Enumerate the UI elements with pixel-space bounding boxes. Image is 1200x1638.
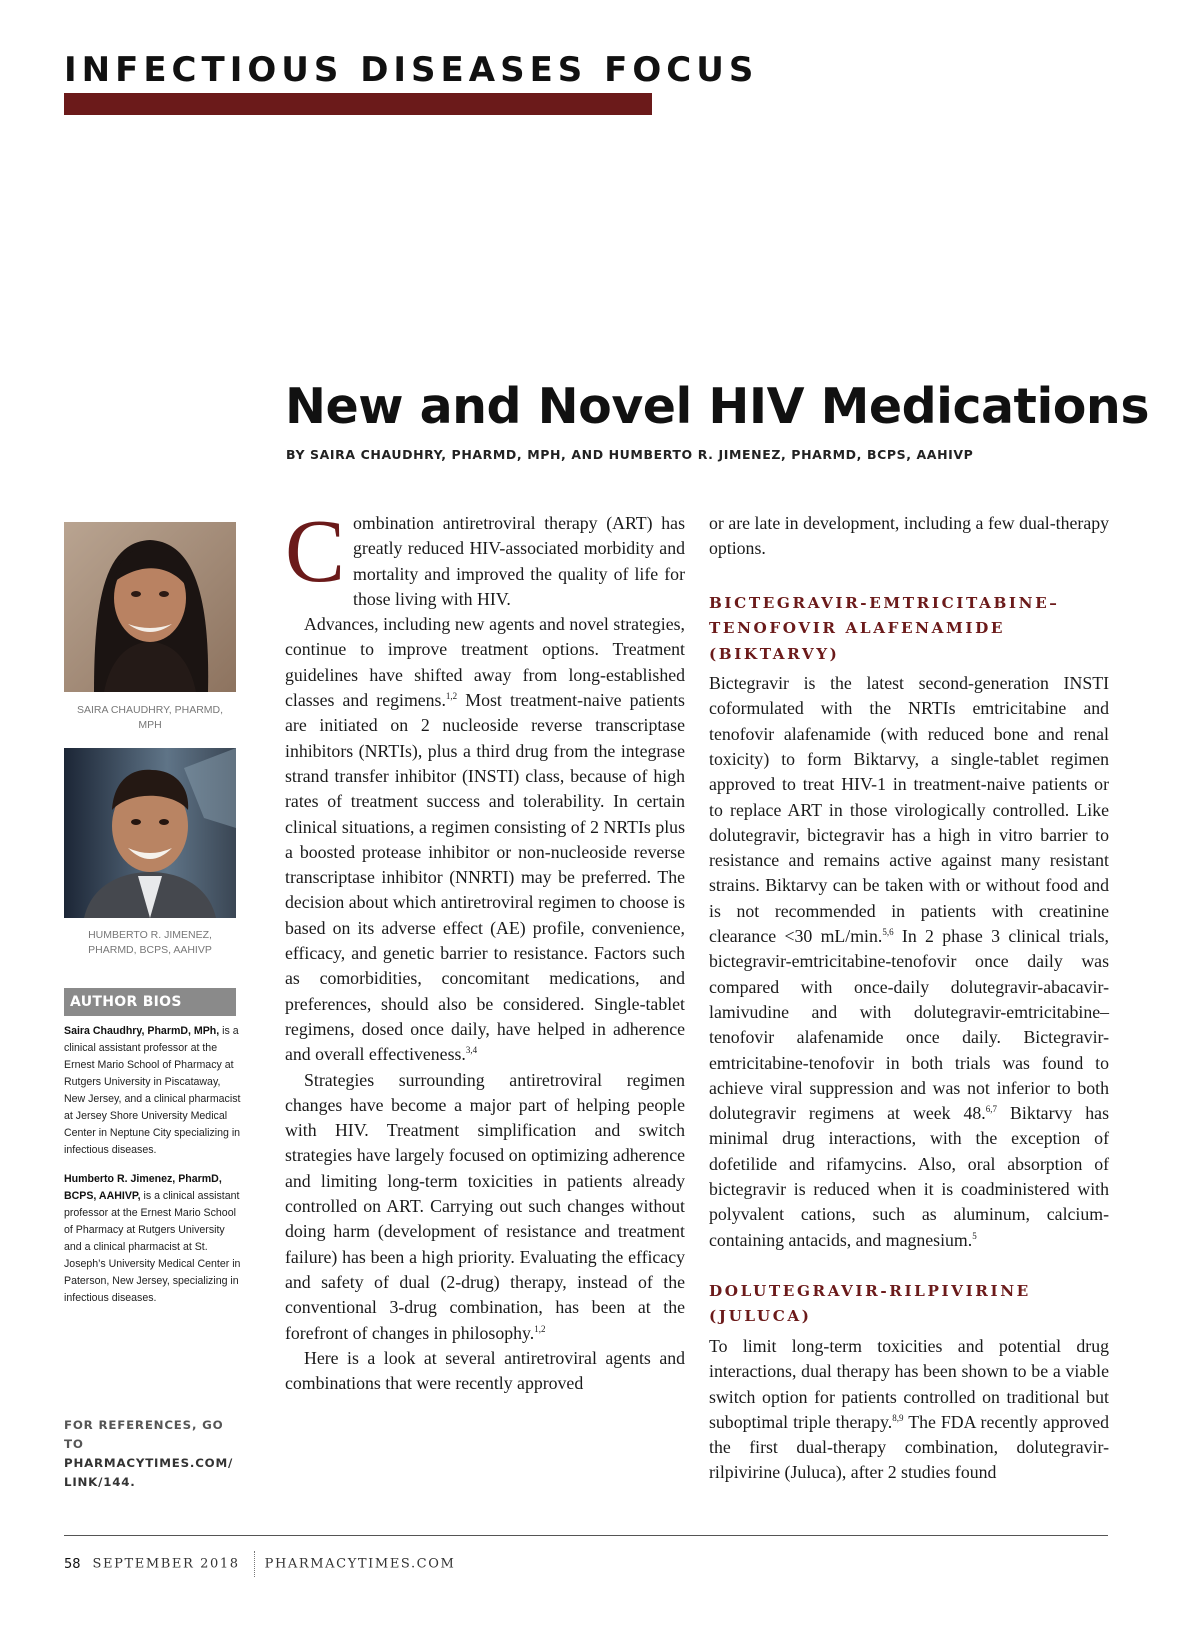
footer-separator — [254, 1551, 255, 1577]
paragraph-text: Bictegravir is the latest second-generation INSTI coformulated with the NRTIs emtricitabine and tenofovir alafenamide (with reduced bone and renal toxicity) to form Biktarvy, a single-tablet regimen approved to treat HIV-1 in treatment-naive patients or to replace ART in those virologically controlled. Like dolutegravir, bictegravir has a high in vitro barrier to resistance and remains active against many resistant strains. Biktarvy can be taken with or without food and is not recommended in patients with creatinine clearance <30 mL/min. — [709, 673, 1109, 947]
bio-jimenez — [64, 1171, 242, 1307]
byline: BY SAIRA CHAUDHRY, PHARMD, MPH, AND HUMBERTO R. JIMENEZ, PHARMD, BCPS, AAHIVP — [286, 447, 974, 462]
paragraph-text: The FDA recently approved the first dual-therapy combination, dolutegravir-rilpivirine (Juluca), after 2 studies found — [709, 1411, 1109, 1483]
section-bar — [64, 93, 652, 115]
paragraph-juluca — [709, 1334, 1109, 1486]
paragraph-text: or are late in development, including a few dual-therapy options. — [709, 513, 1109, 559]
issue-date: SEPTEMBER 2018 — [92, 1556, 240, 1572]
paragraph-text: Here is a look at several antiretroviral agents and combinations that were recently approved — [285, 1347, 685, 1394]
bio-text: is a clinical assistant professor at the Ernest Mario School of Pharmacy at Rutgers University in Piscataway, New Jersey, and a clinical pharmacist at Jersey Shore University Medical Center in Neptune City specializing in infectious diseases. — [64, 1025, 241, 1156]
paragraph-text: In 2 phase 3 clinical trials, bictegravir-emtricitabine-tenofovir once daily was compared with once-daily dolutegravir-abacavir-lamivudine and with dolutegravir-emtricitabine–tenofovir alafenamide once daily. Bictegravir-emtricitabine-tenofovir in both trials was found to achieve viral suppression and was not inferior to both dolutegravir regimens at week 48. — [709, 926, 1109, 1124]
paragraph-strategies — [285, 1068, 685, 1346]
bio-name: Saira Chaudhry, PharmD, MPh, — [64, 1025, 220, 1037]
section-heading-biktarvy: BICTEGRAVIR-EMTRICITABINE–TENOFOVIR ALAFENAMIDE (BIKTARVY) — [709, 593, 1060, 663]
paragraph-overview-cont — [709, 511, 1109, 562]
citation: 8,9 — [892, 1412, 904, 1423]
citation: 1,2 — [534, 1323, 546, 1334]
bio-name: Humberto R. Jimenez, PharmD, BCPS, AAHIVP, — [64, 1173, 222, 1202]
footer-rule — [64, 1535, 1108, 1536]
citation: 5 — [972, 1230, 977, 1241]
paragraph-text: Strategies surrounding antiretroviral regimen changes have become a major part of helping people with HIV. Treatment simplification and switch strategies have largely focused on optimizing adherence and limiting long-term toxicities in patients already controlled on ART. Carrying out such changes without doing harm (development of resistance and treatment failure) has been a high priority. Evaluating the efficacy and safety of dual (2-drug) therapy, instead of the conventional 3-drug combination, has been at the forefront of changes in philosophy. — [285, 1069, 685, 1343]
paragraph-intro — [285, 502, 685, 612]
citation: 6,7 — [985, 1104, 998, 1115]
author-caption-chaudhry: SAIRA CHAUDHRY, PHARMD, MPH — [76, 704, 224, 731]
paragraph-text: ombination antiretroviral therapy (ART) has greatly reduced HIV-associated morbidity and mortality and improved the quality of life for those living with HIV. — [353, 513, 685, 609]
author-photo-chaudhry — [64, 522, 236, 692]
paragraph-text: Biktarvy has minimal drug interactions, with the exception of dofetilide and rifamycins. Also, oral absorption of bictegravir is reduced when it is coadministered with polyvalent cations, such as aluminum, calcium-containing antacids, and magnesium. — [709, 1103, 1109, 1250]
article-column-1 — [285, 502, 685, 1396]
drop-cap: C — [285, 502, 346, 601]
article-column-2 — [709, 511, 1109, 1486]
paragraph-advances — [285, 612, 685, 1067]
paragraph-biktarvy — [709, 671, 1109, 1253]
article-title: New and Novel HIV Medications — [285, 378, 1149, 435]
author-photo-jimenez — [64, 748, 236, 918]
references-note — [64, 1416, 242, 1492]
references-label: FOR REFERENCES, GO TO — [64, 1418, 224, 1451]
paragraph-text: Advances, including new agents and novel strategies, continue to improve treatment options. Treatment guidelines have shifted away from long-established classes and regimens. — [285, 614, 685, 711]
page-footer — [64, 1551, 455, 1577]
references-period: . — [130, 1475, 136, 1489]
section-heading-juluca: DOLUTEGRAVIR-RILPIVIRINE (JULUCA) — [709, 1281, 1031, 1326]
bio-text: is a clinical assistant professor at the Ernest Mario School of Pharmacy at Rutgers University and a clinical pharmacist at St. Joseph’s University Medical Center in Paterson, New Jersey, specializing in infectious diseases. — [64, 1190, 241, 1304]
paragraph-overview — [285, 1346, 685, 1397]
author-bios-header: AUTHOR BIOS — [64, 988, 236, 1016]
citation: 5,6 — [882, 927, 894, 938]
footer-site: PHARMACYTIMES.COM — [264, 1556, 456, 1572]
page-number: 58 — [64, 1556, 81, 1572]
author-bios — [64, 1023, 242, 1319]
references-link[interactable]: PHARMACYTIMES.COM/ LINK/144 — [64, 1456, 234, 1489]
citation: 1,2 — [445, 691, 458, 702]
paragraph-text: Most treatment-naive patients are initiated on 2 nucleoside reverse transcriptase inhibitors (NRTIs), plus a third drug from the integrase strand transfer inhibitor (INSTI) class, because of high rates of treatment success and tolerability. In certain clinical situations, a regimen consisting of 2 NRTIs plus a boosted protease inhibitor or non-nucleoside reverse transcriptase inhibitor (NNRTI) may be preferred. The decision about which antiretroviral regimen to choose is based on its adverse effect (AE) profile, convenience, efficacy, and genetic barrier to resistance. Factors such as comorbidities, concomitant medications, and preferences, should also be considered. Single-tablet regimens, dosed once daily, have helped in adherence and overall effectiveness. — [285, 690, 685, 1065]
section-label: INFECTIOUS DISEASES FOCUS — [64, 50, 759, 90]
author-caption-jimenez: HUMBERTO R. JIMENEZ, PHARMD, BCPS, AAHIVP — [88, 929, 212, 956]
paragraph-text: To limit long-term toxicities and potential drug interactions, dual therapy has been shown to be a viable switch option for patients controlled on traditional but suboptimal triple therapy. — [709, 1335, 1109, 1432]
bio-chaudhry — [64, 1023, 242, 1159]
citation: 3,4 — [465, 1045, 478, 1056]
